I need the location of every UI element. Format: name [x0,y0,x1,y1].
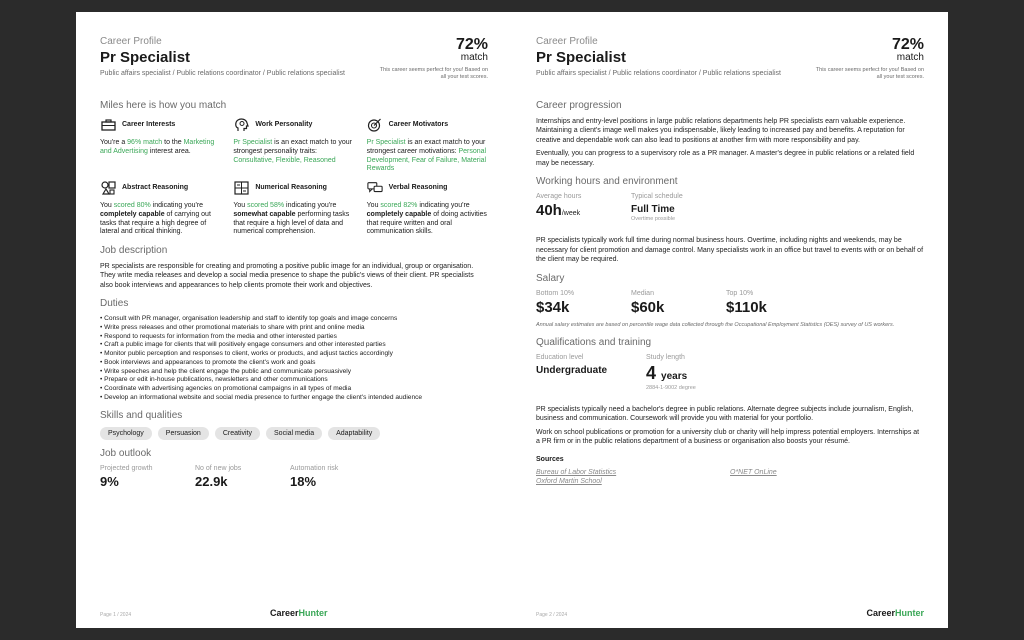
trait-text: You scored 80% indicating you're completely capable of carrying out tasks that require a high degree of lateral and critical thinking. [100,202,211,236]
alternate-titles: Public affairs specialist / Public relations coordinator / Public relations specialist [100,70,345,77]
profile-header [536,36,924,92]
qualifications-heading: Qualifications and training [536,336,652,348]
target-icon [367,118,383,132]
duties-list [100,315,488,402]
source-link[interactable]: O*NET OnLine [730,469,777,477]
job-description-text: PR specialists are responsible for creating and promoting a positive public image for an individual, group or organisation. They write media releases and develop a social media presence to shape the public's views of their client. PR specialists also book interviews and appearances to help clients promote their work and objectives. [100,263,474,289]
alternate-titles: Public affairs specialist / Public relations coordinator / Public relations specialist [536,70,781,77]
match-score [378,36,488,81]
duty-item: • Prepare or edit in-house publications, newsletters and other communications [100,376,488,385]
skills-heading: Skills and qualities [100,410,183,422]
stat-typical-schedule: Typical schedule Full Time Overtime possible [631,193,683,223]
numbers-icon [233,181,249,195]
trait-career-interests [100,117,221,174]
stat-new-jobs: No of new jobs 22.9k [195,465,242,490]
shapes-icon [100,181,116,195]
match-note: This career seems perfect for you! Based on all your test scores. [379,67,488,81]
progression-text-1: Internships and entry-level positions in large public relations departments help PR specialists earn valuable experience. Maintaining a client's image well makes you indispensable, likely leading to increased pay and benefits. A reputation for creative and dependable work can also lead to positions at another firm with more responsibility and pay. [536,118,906,144]
duty-item: • Write speeches and help the client engage the public and communicate persuasively [100,368,488,377]
brand-logo: CareerHunter [866,608,924,618]
trait-label: Career Motivators [388,120,449,128]
outlook-stats [100,465,488,489]
stat-salary-median: Median $60k [631,289,665,316]
trait-work-personality [233,117,354,174]
duty-item: • Respond to requests for information from the media and other interested parties [100,333,488,342]
skill-chip: Psychology [100,427,152,440]
stat-salary-top: Top 10% $110k [726,289,767,316]
match-word: match [460,52,488,63]
match-score [814,36,924,81]
career-title: Pr Specialist [100,49,191,66]
trait-label: Abstract Reasoning [122,183,189,191]
hours-text: PR specialists typically work full time during normal business hours. Overtime, including nights and weekends, may be necessary for client promotion and damage control. Many specialists work in an office but travel to events with or on behalf of the client may be required. [536,237,924,264]
trait-text: You scored 82% indicating you're completely capable of doing activities that require written and oral communication skills. [366,202,487,236]
skill-chip: Persuasion [158,427,209,440]
salary-heading: Salary [536,272,565,284]
match-note: This career seems perfect for you! Based on all your test scores. [815,67,924,81]
page-footer [536,606,924,618]
trait-verbal-reasoning [367,180,488,237]
hours-heading: Working hours and environment [536,176,678,188]
trait-text: Pr Specialist is an exact match to your strongest personality traits: Consultative, Flexible, Reasoned [233,139,352,164]
trait-label: Verbal Reasoning [388,183,448,191]
hours-stats [536,193,924,222]
stat-salary-bottom: Bottom 10% $34k [536,289,575,316]
match-word: match [896,52,924,63]
duty-item: • Monitor public perception and responses to client, works or products, and adjust tactics accordingly [100,350,488,359]
page-footer [100,606,488,618]
speech-icon [367,181,383,195]
trait-text: You're a 96% match to the Marketing and Advertising interest area. [100,139,215,155]
source-link[interactable]: Oxford Martin School [536,478,602,486]
trait-text: You scored 58% indicating you're somewhat capable performing tasks that require a high level of data and numerical comprehension. [233,202,350,236]
trait-label: Career Interests [122,120,176,128]
source-link[interactable]: Bureau of Labor Statistics [536,469,617,477]
trait-label: Work Personality [255,120,313,128]
stat-education-level: Education level Undergraduate [536,353,608,376]
report-page-1 [76,12,512,628]
match-percent: 72% [891,36,924,53]
skill-chip: Creativity [215,427,260,440]
page-number: Page 1 / 2024 [100,612,132,618]
qualifications-text-2: Work on school publications or promotion for a university club or charity will help impress potential employers. Internships at a PR firm or in the public relations department of a business or organisation also boosts your résumé. [536,428,920,445]
duty-item: • Craft a public image for clients that will positively engage consumers and other interested parties [100,341,488,350]
outlook-heading: Job outlook [100,448,152,460]
trait-text: Pr Specialist is an exact match to your strongest career motivations: Personal Development, Fear of Failure, Material Rewards [366,139,487,173]
report-page-2 [512,12,948,628]
duty-item: • Coordinate with advertising agencies on promotional campaigns in all types of media [100,385,488,394]
briefcase-icon [100,118,116,132]
profile-header [100,36,488,92]
stat-automation-risk: Automation risk 18% [290,465,339,490]
duty-item: • Develop an informational website and social media presence to further engage the client's intended audience [100,394,488,403]
match-heading: Miles here is how you match [100,100,227,111]
trait-numerical-reasoning [233,180,354,237]
qualification-stats [536,354,924,391]
salary-caption: Annual salary estimates are based on percentile wage data collected through the Occupational Employment Statistics (OES) survey of US workers. [536,321,895,328]
skill-chip: Social media [266,427,322,440]
duty-item: • Consult with PR manager, organisation leadership and staff to identify top goals and image concerns [100,315,488,324]
sources-heading: Sources [536,456,564,464]
trait-career-motivators [367,117,488,174]
trait-abstract-reasoning [100,180,221,237]
page-number: Page 2 / 2024 [536,612,568,618]
qualifications-text-1: PR specialists typically need a bachelor's degree in public relations. Alternate degree subjects include journalism, English, business and communication. Coursework will provide you with material for your portfolio. [536,405,914,423]
progression-heading: Career progression [536,100,622,111]
brand-logo: CareerHunter [270,608,328,618]
match-percent: 72% [455,36,488,53]
progression-text-2: Eventually, you can progress to a supervisory role as a PR manager. A master's degree in public relations or a related field may be necessary. [536,150,915,167]
sources-list [536,469,924,485]
skill-chip: Adaptability [328,427,380,440]
head-icon [233,118,249,132]
trait-label: Numerical Reasoning [255,183,327,191]
duty-item: • Book interviews and appearances to promote the client's work and goals [100,359,488,368]
duty-item: • Write press releases and other promotional materials to share with print and online media [100,324,488,333]
stat-average-hours: Average hours 40h/week [536,193,582,220]
trait-grid [100,117,488,237]
career-title: Pr Specialist [536,49,627,66]
duties-heading: Duties [100,298,129,310]
stat-projected-growth: Projected growth 9% [100,465,153,490]
salary-stats [536,290,924,316]
stat-study-length: Study length 4 years 2884-1-9002 degree [646,353,696,391]
skills-chips [100,427,488,440]
profile-kicker: Career Profile [536,36,598,47]
profile-kicker: Career Profile [100,36,162,47]
job-description-heading: Job description [100,245,168,256]
